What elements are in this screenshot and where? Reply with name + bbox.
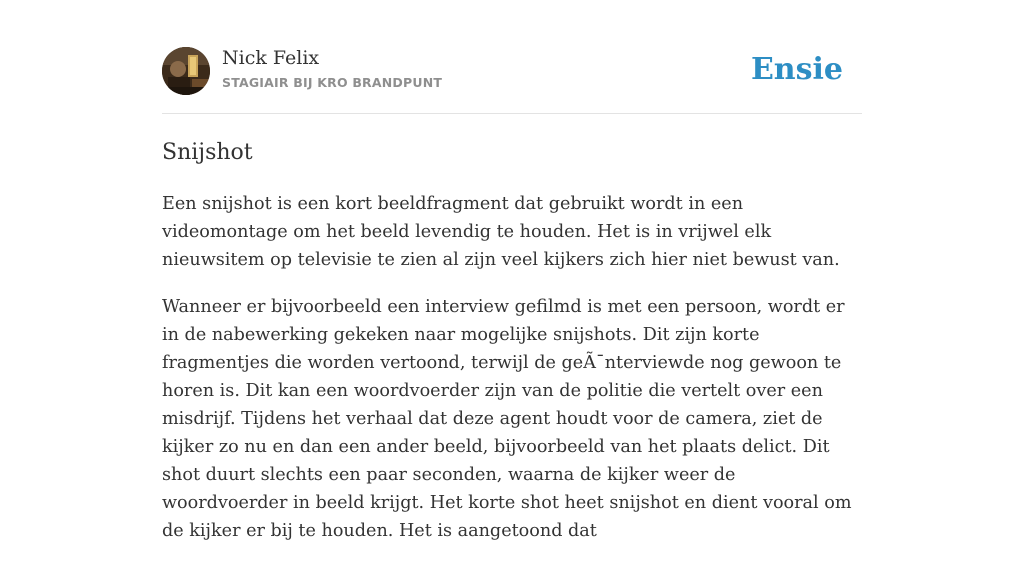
author-name[interactable]: Nick Felix [222,47,320,69]
article-header [162,47,862,114]
article-body [162,190,862,564]
article-paragraph: Een snijshot is een kort beeldfragment dat gebruikt wordt in een videomontage om het beeld levendig te houden. Het is in vrijwel elk nieuwsitem op televisie te zien al zijn veel kijkers zich hier niet bewust van. [162,194,840,270]
brand-logo[interactable]: Ensie [750,52,843,87]
author-role: STAGIAIR BIJ KRO BRANDPUNT [222,75,443,90]
article-title: Snijshot [162,140,253,165]
article-paragraph: Wanneer er bijvoorbeeld een interview gefilmd is met een persoon, wordt er in de nabewerking gekeken naar mogelijke snijshots. Dit zijn korte fragmentjes die worden vertoond, terwijl de geÃ¯nterviewde nog gewoon te horen is. Dit kan een woordvoerder zijn van de politie die vertelt over een misdrijf. Tijdens het verhaal dat deze agent houdt voor de camera, ziet de kijker zo nu en dan een ander beeld, bijvoorbeeld van het plaats delict. Dit shot duurt slechts een paar seconden, waarna de kijker weer de woordvoerder in beeld krijgt. Het korte shot heet snijshot en dient vooral om de kijker er bij te houden. Het is aangetoond dat [162,297,852,541]
author-photo-icon [162,47,210,95]
avatar[interactable] [162,47,210,95]
